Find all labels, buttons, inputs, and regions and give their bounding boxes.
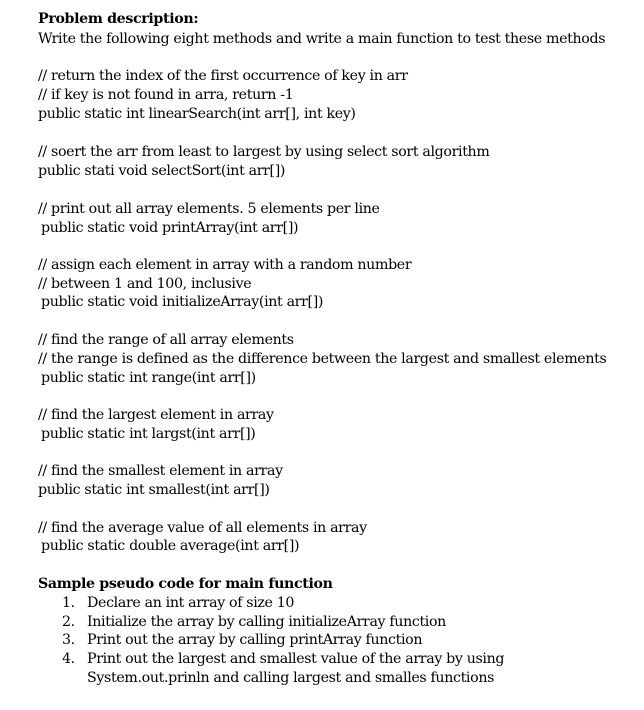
list-item: Declare an int array of size 10	[87, 595, 295, 611]
list-item-number: 4.	[62, 651, 75, 667]
list-item: Initialize the array by calling initializeArray function	[87, 614, 446, 630]
method-signature: public static void printArray(int arr[])	[41, 220, 299, 236]
method-comment: // find the average value of all elements in array	[38, 520, 367, 536]
method-comment: // return the index of the first occurrence of key in arr	[38, 68, 408, 84]
list-item-number: 3.	[62, 632, 75, 648]
method-comment: // find the largest element in array	[38, 407, 274, 423]
list-item: Print out the array by calling printArray function	[87, 632, 423, 648]
problem-heading: Problem description:	[38, 11, 199, 27]
method-signature: public static int smallest(int arr[])	[38, 482, 270, 498]
list-item-number: 2.	[62, 614, 75, 630]
list-item: Print out the largest and smallest value of the array by using	[87, 651, 505, 667]
method-comment: // between 1 and 100, inclusive	[38, 276, 252, 292]
method-signature: public stati void selectSort(int arr[])	[38, 163, 286, 179]
method-signature: public static void initializeArray(int arr[])	[41, 294, 324, 310]
method-comment: // find the range of all array elements	[38, 332, 294, 348]
method-comment: // the range is defined as the difference between the largest and smallest elements	[38, 351, 607, 367]
method-signature: public static double average(int arr[])	[41, 538, 300, 554]
method-comment: // if key is not found in arra, return -1	[38, 87, 294, 103]
method-comment: // print out all array elements. 5 elements per line	[38, 201, 380, 217]
method-comment: // soert the arr from least to largest by using select sort algorithm	[38, 144, 490, 160]
list-item-continuation: System.out.prinln and calling largest and smalles functions	[87, 670, 495, 686]
list-item-number: 1.	[62, 595, 75, 611]
method-comment: // assign each element in array with a random number	[38, 257, 412, 273]
method-signature: public static int range(int arr[])	[41, 370, 256, 386]
method-signature: public static int linearSearch(int arr[], int key)	[38, 106, 356, 122]
method-comment: // find the smallest element in array	[38, 463, 283, 479]
problem-intro: Write the following eight methods and write a main function to test these methods	[38, 31, 606, 47]
pseudo-heading: Sample pseudo code for main function	[38, 576, 333, 592]
method-signature: public static int largst(int arr[])	[41, 426, 256, 442]
